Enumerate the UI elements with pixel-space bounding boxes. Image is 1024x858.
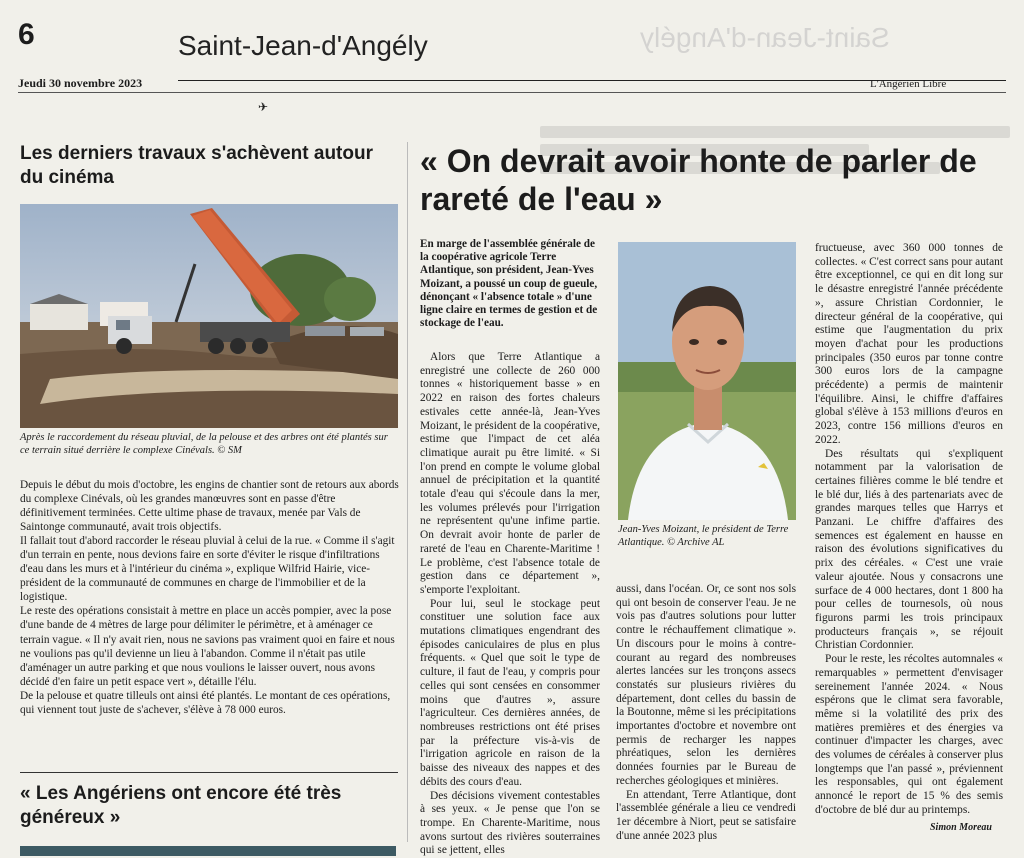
article-1-body bbox=[20, 478, 400, 717]
construction-photo bbox=[20, 204, 398, 428]
dump-truck-illustration bbox=[20, 204, 398, 428]
paragraph: Il fallait tout d'abord raccorder le réseau pluvial à celui de la rue. « Comme il s'agit d'un terrain en pente, nous devions faire en sorte d'éviter le risque d'infiltrations d'eau dans les murs et à l'intérieur du cinéma », explique Wilfrid Hairie, vice-président de la communauté de communes en charge de l'immobilier et de la logistique. bbox=[20, 534, 400, 604]
construction-photo-caption: Après le raccordement du réseau pluvial, de la pelouse et des arbres ont été plantés sur ce terrain situé derrière le complexe Cinévals. © SM bbox=[20, 431, 398, 457]
article-divider bbox=[20, 772, 398, 773]
paragraph: Pour lui, seul le stockage peut constituer une solution face aux mutations climatiques engendrant des épisodes caniculaires de plus en plus fréquents. « Quel que soit le type de culture, il faut de l'eau, y compris pour celles qui sont censées en consommer moins que d'autres », assure l'agriculteur. Ces dernières années, de nombreuses restrictions ont été prises par la préfecture vis-à-vis de l'irrigation agricole en raison de la baisse des niveaux des nappes et des débits des cours d'eau. bbox=[420, 598, 600, 790]
article-2-column-2 bbox=[616, 583, 796, 843]
article-3-headline: « Les Angériens ont encore été très généreux » bbox=[20, 782, 390, 830]
page-number: 6 bbox=[18, 18, 35, 52]
portrait-photo-caption: Jean-Yves Moizant, le président de Terre Atlantique. © Archive AL bbox=[618, 523, 796, 549]
author-signature: Simon Moreau bbox=[930, 822, 992, 833]
paragraph: En attendant, Terre Atlantique, dont l'assemblée générale a lieu ce vendredi 1er décembre à Niort, peut se satisfaire d'une année 2023 plus bbox=[616, 789, 796, 844]
paragraph: Des décisions vivement contestables à ses yeux. « Je pense que l'on se trompe. En Charente-Maritime, nous avons surtout des rivières souterraines qui se jettent, elles bbox=[420, 790, 600, 858]
article-1-headline: Les derniers travaux s'achèvent autour du cinéma bbox=[20, 142, 390, 190]
paragraph: Pour le reste, les récoltes automnales « remarquables » permettent d'envisager sereinement l'année 2024. « Nous espérons que le climat sera favorable, même si la volatilité des prix des matières premières et des énergies va continuer d'impacter les charges, avec des volumes de céréales à conserver plus longtemps que l'an passé », préviennent les responsables, qui ont également annoncé le report de 15 % des semis d'octobre de blé dur au printemps. bbox=[815, 653, 1003, 817]
paragraph: Alors que Terre Atlantique a enregistré une collecte de 260 000 tonnes « historiquement basse » en 2022 en raison des fortes chaleurs estivales cette année-là, Jean-Yves Moizant, le président de la coopérative, estime que l'impact de cet aléa climatique aurait pu être limité. « Si l'on prend en compte le volume global annuel de précipitation et la quantité totale d'eau qui s'écoule dans la mer, les volumes prélevés pour l'irrigation ne représentent qu'une infime partie. On devrait avoir honte de parler de rareté de l'eau en Charente-Maritime ! Le problème, c'est l'absence totale de gestion dans ce département », s'emporte l'exploitant. bbox=[420, 351, 600, 598]
paragraph: Des résultats qui s'expliquent notamment par la valorisation de certaines filières comme le blé tendre et le blé dur, liés à des partenariats avec de grandes marques telles que Harrys et Panzani. Le chiffre d'affaires des semences est également en hausse en raison des évolutions significatives du prix des céréales. « C'est une vraie valeur ajoutée. Nous y consacrons une surface de 4 000 hectares, dont 1 800 ha pour celles de tournesols, où nous figurons parmi les trois principaux producteurs français », se réjouit Christian Cordonnier. bbox=[815, 448, 1003, 654]
article-2-column-1 bbox=[420, 351, 600, 858]
date-rule bbox=[18, 92, 1006, 93]
article-2-headline: « On devrait avoir honte de parler de rareté de l'eau » bbox=[420, 142, 1010, 218]
article-2-column-3 bbox=[815, 242, 1003, 818]
paragraph: fructueuse, avec 360 000 tonnes de collectes. « C'est correct sans pour autant être exceptionnel, ce qui en dit long sur le désastre enregistré l'année précédente », assure Christian Cordonnier, le directeur général de la coopérative, qui estime que l'augmentation du prix moyen d'achat pour les productions principales (350 euros par tonne contre 300 euros lors de la campagne précédente) a permis de maintenir l'équilibre. Ainsi, le chiffre d'affaires global s'élève à 153 millions d'euros en 2023, contre 156 millions d'euros en 2022. bbox=[815, 242, 1003, 448]
paragraph: aussi, dans l'océan. Or, ce sont nos sols qui ont besoin de conserver l'eau. Je ne vois pas d'autres solutions pour lutter contre le réchauffement climatique ». Un discours pour le moins à contre-courant au regard des nombreuses alertes lancées sur les tronçons assecs constatés sur plusieurs rivières du département, dont celles du bassin de la Boutonne, même si les précipitations importantes d'octobre et novembre ont permis de recharger les nappes phréatiques, selon les dernières données fournies par le Bureau de recherches géologiques et minières. bbox=[616, 583, 796, 789]
paragraph: Le reste des opérations consistait à mettre en place un accès pompier, avec la pose d'une bande de 4 mètres de large pour délimiter le périmètre, et à aménager ce terrain vague. « Il n'y avait rien, nous ne savions pas vraiment quoi en faire et nous ne voulions pas qu'il devienne un lieu à l'abandon. Comme il n'était pas utile d'aménager un autre parking et que nous voulions le laisser ouvert, nous avons décidé d'en faire un petit espace vert », détaille l'élu. bbox=[20, 604, 400, 688]
column-divider bbox=[407, 142, 408, 842]
paragraph: De la pelouse et quatre tilleuls ont ainsi été plantés. Le montant de ces opérations, qui viennent tout juste de s'achever, s'élève à 78 000 euros. bbox=[20, 689, 400, 717]
article-3-photo-strip bbox=[20, 846, 396, 856]
portrait-illustration bbox=[618, 242, 796, 520]
paragraph: Depuis le début du mois d'octobre, les engins de chantier sont de retours aux abords du complexe Cinévals, où les grandes manœuvres sont en passe d'être définitivement terminées. Cette ultime phase de travaux, menée par Vals de Saintonge communauté, avait trois objectifs. bbox=[20, 478, 400, 534]
newspaper-name: L'Angérien Libre bbox=[870, 78, 946, 90]
issue-date: Jeudi 30 novembre 2023 bbox=[18, 76, 142, 91]
bleed-through-text: Saint-Jean-d'Angély bbox=[640, 22, 890, 54]
article-2-lede: En marge de l'assemblée générale de la coopérative agricole Terre Atlantique, son président, Jean-Yves Moizant, a poussé un coup de gueule, dénonçant « l'absence totale » d'une ligne claire en termes de gestion et de stockage de l'eau. bbox=[420, 238, 600, 330]
bird-mark-icon: ✈ bbox=[258, 100, 268, 114]
section-title: Saint-Jean-d'Angély bbox=[178, 30, 428, 62]
portrait-photo bbox=[618, 242, 796, 520]
